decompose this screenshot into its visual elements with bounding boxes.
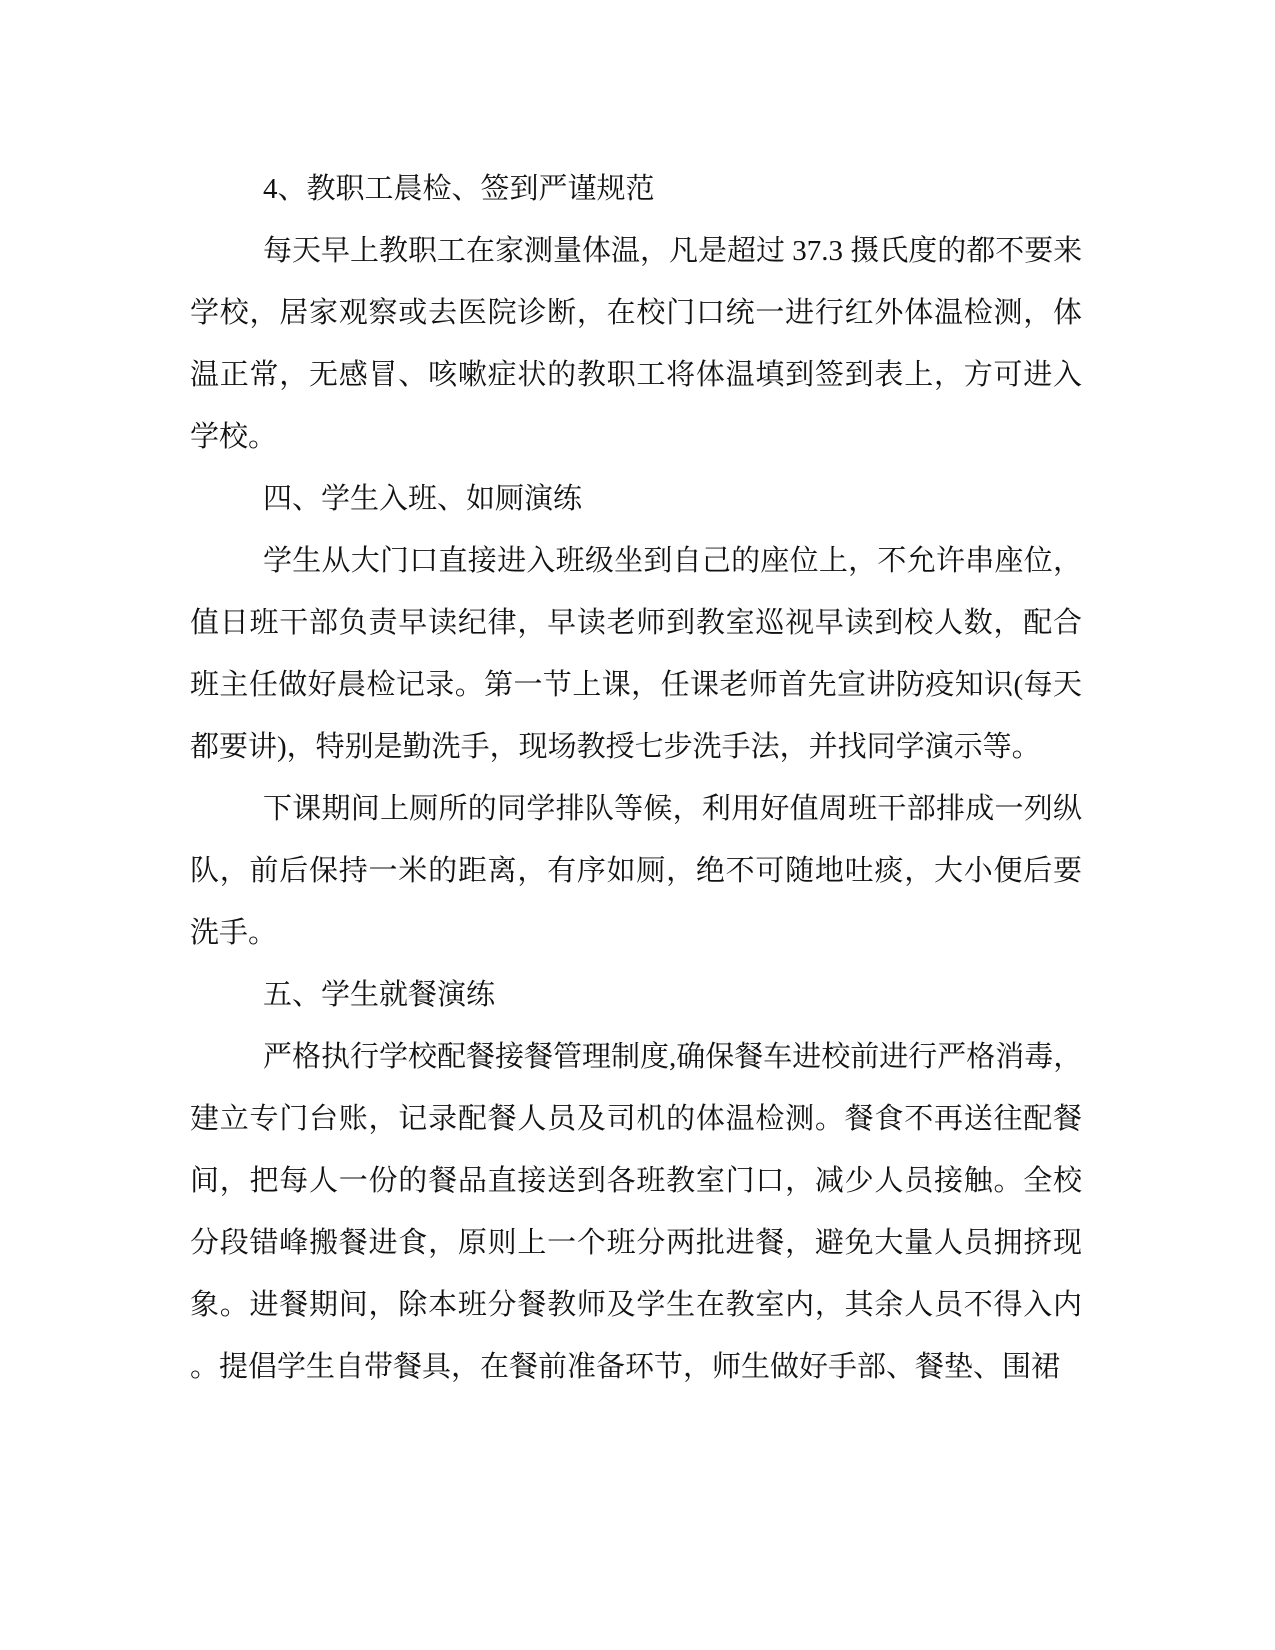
text-line: 值日班干部负责早读纪律，早读老师到教室巡视早读到校人数，配合 <box>190 607 1082 639</box>
text-line: 学校。 <box>190 421 278 453</box>
text-line: 每天早上教职工在家测量体温，凡是超过 37.3 摄氏度的都不要来 <box>263 235 1083 267</box>
paragraph-heading <box>190 964 1082 1026</box>
text-line: 。提倡学生自带餐具，在餐前准备环节，师生做好手部、餐垫、围裙 <box>190 1351 1061 1383</box>
paragraph-body <box>190 530 1082 778</box>
text-line: 学校，居家观察或去医院诊断，在校门口统一进行红外体温检测，体 <box>190 297 1082 329</box>
text-line: 建立专门台账，记录配餐人员及司机的体温检测。餐食不再送往配餐 <box>190 1103 1082 1135</box>
text-line: 严格执行学校配餐接餐管理制度,确保餐车进校前进行严格消毒， <box>263 1041 1083 1073</box>
text-line: 下课期间上厕所的同学排队等候，利用好值周班干部排成一列纵 <box>263 793 1082 825</box>
paragraph-body <box>190 220 1082 468</box>
text-line: 班主任做好晨检记录。第一节上课，任课老师首先宣讲防疫知识(每天 <box>190 669 1082 701</box>
text-line: 五、学生就餐演练 <box>263 979 496 1011</box>
text-line: 洗手。 <box>190 917 278 949</box>
text-line: 都要讲)，特别是勤洗手，现场教授七步洗手法，并找同学演示等。 <box>190 731 1041 763</box>
paragraph-heading <box>190 468 1082 530</box>
text-line: 学生从大门口直接进入班级坐到自己的座位上，不允许串座位， <box>263 545 1082 577</box>
paragraph-heading <box>190 158 1082 220</box>
text-line: 四、学生入班、如厕演练 <box>263 483 583 515</box>
text-line: 4、教职工晨检、签到严谨规范 <box>263 173 655 205</box>
text-line: 象。进餐期间，除本班分餐教师及学生在教室内，其余人员不得入内 <box>190 1289 1082 1321</box>
text-line: 间，把每人一份的餐品直接送到各班教室门口，减少人员接触。全校 <box>190 1165 1082 1197</box>
text-line: 温正常，无感冒、咳嗽症状的教职工将体温填到签到表上，方可进入 <box>190 359 1082 391</box>
text-line: 队，前后保持一米的距离，有序如厕，绝不可随地吐痰，大小便后要 <box>190 855 1082 887</box>
text-line: 分段错峰搬餐进食，原则上一个班分两批进餐，避免大量人员拥挤现 <box>190 1227 1082 1259</box>
paragraph-body <box>190 1026 1082 1398</box>
paragraph-body <box>190 778 1082 964</box>
document-text <box>190 158 1082 1398</box>
